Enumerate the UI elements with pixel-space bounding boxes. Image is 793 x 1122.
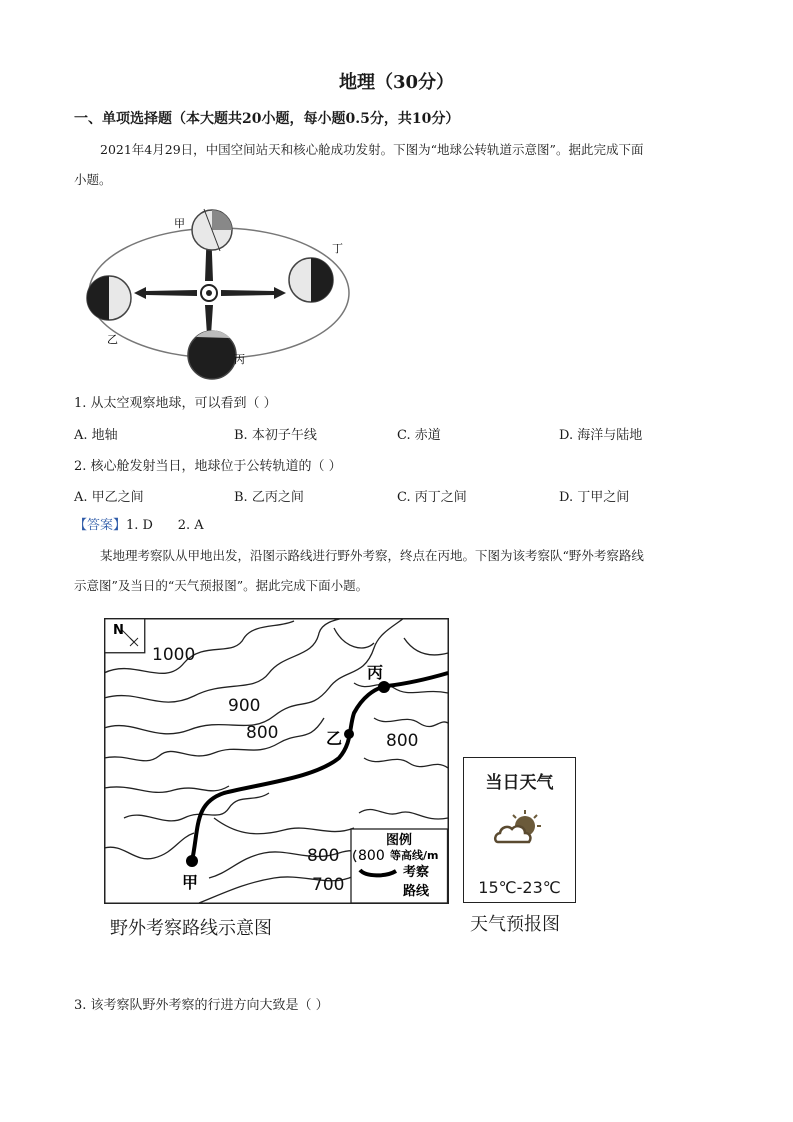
q1-option-a: A. 地轴	[74, 428, 118, 443]
weather-box	[463, 757, 576, 903]
point-bing-marker	[378, 681, 390, 693]
intro2-line1: 某地理考察队从甲地出发，沿图示路线进行野外考察，终点在丙地。下图为该考察队“野外考察路线	[100, 548, 644, 563]
answer-tag: 【答案】	[74, 518, 127, 533]
legend-route-label-2: 路线	[403, 884, 430, 899]
q2-option-a: A. 甲乙之间	[74, 490, 144, 505]
page-title: 地理（30分）	[338, 72, 455, 93]
q2-option-c: C. 丙丁之间	[397, 490, 467, 505]
label-ding: 丁	[332, 242, 343, 255]
label-bing: 丙	[234, 353, 245, 366]
contour-label-700: 700	[312, 875, 345, 895]
q1-option-b: B. 本初子午线	[234, 428, 317, 443]
earth-ding	[289, 258, 333, 302]
answer-text: 1. D 2. A	[126, 518, 204, 533]
weather-caption: 天气预报图	[470, 914, 560, 935]
point-yi-marker	[344, 729, 354, 739]
route-map-caption: 野外考察路线示意图	[110, 918, 272, 939]
q2-option-d: D. 丁甲之间	[559, 490, 630, 505]
q2-option-b: B. 乙丙之间	[234, 490, 304, 505]
weather-title: 当日天气	[485, 773, 554, 793]
intro2-line2: 示意图”及当日的“天气预报图”。据此完成下面小题。	[74, 578, 369, 593]
point-bing-label: 丙	[367, 663, 384, 682]
contour-label-800-bottom: 800	[307, 846, 340, 866]
legend-route-label-1: 考察	[403, 865, 430, 880]
contour-label-800-right: 800	[386, 731, 419, 751]
contour-label-1000: 1000	[152, 645, 196, 665]
legend-contour-value: 800	[358, 848, 385, 864]
earth-yi	[87, 276, 131, 320]
orbit-diagram	[74, 195, 364, 390]
q1-option-c: C. 赤道	[397, 428, 441, 443]
question-3-stem: 3. 该考察队野外考察的行进方向大致是（ ）	[74, 998, 329, 1013]
weather-temp: 15℃-23℃	[478, 878, 561, 897]
section-heading: 一、单项选择题（本大题共20小题，每小题0.5分，共10分）	[74, 111, 460, 127]
legend-contour-label: 等高线/m	[390, 849, 439, 862]
contour-label-900: 900	[228, 696, 261, 716]
point-jia-label: 甲	[182, 873, 199, 892]
route-map	[104, 618, 449, 904]
point-yi-label: 乙	[326, 729, 343, 748]
q1-option-d: D. 海洋与陆地	[559, 428, 643, 443]
question-1-stem: 1. 从太空观察地球，可以看到（ ）	[74, 396, 277, 411]
intro1-line1: 2021年4月29日，中国空间站天和核心舱成功发射。下图为“地球公转轨道示意图”。据此完成下面	[100, 142, 644, 157]
legend-title: 图例	[386, 833, 413, 848]
partly-cloudy-icon	[492, 808, 550, 848]
point-jia-marker	[186, 855, 198, 867]
answer-line	[74, 514, 204, 533]
label-yi: 乙	[107, 333, 118, 346]
question-2-stem: 2. 核心舱发射当日，地球位于公转轨道的（ ）	[74, 459, 342, 474]
sun-icon	[201, 285, 217, 301]
contour-label-800-left: 800	[246, 723, 279, 743]
label-jia: 甲	[174, 217, 185, 230]
earth-bing	[188, 330, 236, 379]
earth-jia	[192, 209, 232, 251]
intro1-line2: 小题。	[74, 172, 112, 187]
north-arrow	[105, 619, 145, 653]
north-label: N	[113, 623, 124, 638]
